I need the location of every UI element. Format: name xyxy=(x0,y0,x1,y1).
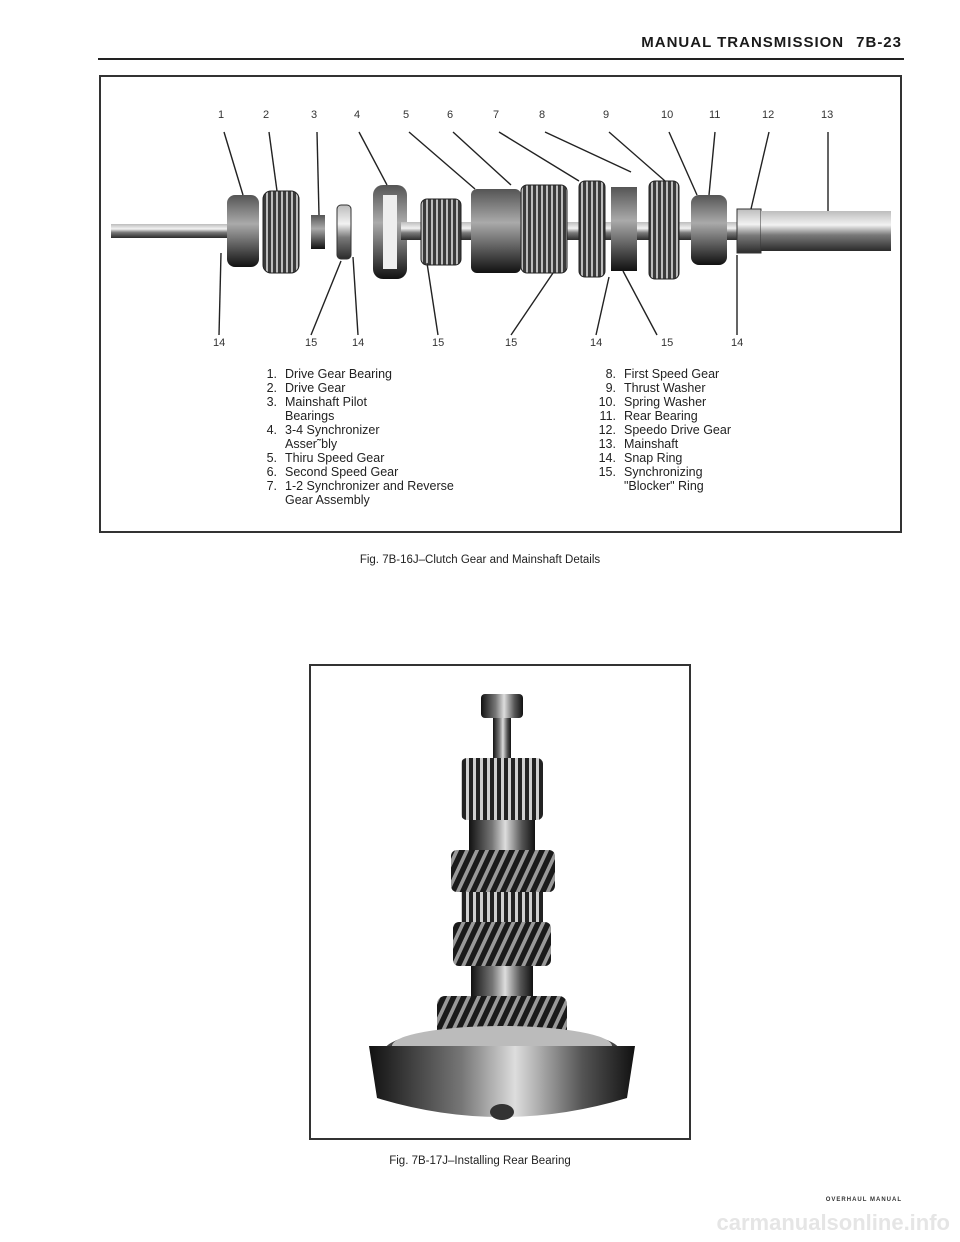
legend-item: 2. Drive Gear xyxy=(266,381,346,395)
legend-item: 10. Spring Washer xyxy=(598,395,707,409)
callout-7: 7 xyxy=(493,109,500,121)
legend-item: 4. 3-4 Synchronizer Asser˜bly xyxy=(266,423,380,451)
callout-15: 15 xyxy=(505,337,518,349)
page-header xyxy=(641,34,902,51)
rear-bearing-photo xyxy=(311,666,689,1138)
footer-label: OVERHAUL MANUAL xyxy=(825,1197,902,1203)
legend-item: 11. Rear Bearing xyxy=(599,409,698,423)
callout-6: 6 xyxy=(447,109,454,121)
watermark: carmanualsonline.info xyxy=(716,1210,950,1235)
legend-item: 13. Mainshaft xyxy=(598,437,679,451)
callout-15: 15 xyxy=(305,337,318,349)
callout-14: 14 xyxy=(213,337,226,349)
figure-rear-bearing-photo xyxy=(309,664,691,1140)
callout-10: 10 xyxy=(661,109,674,121)
legend-right xyxy=(594,367,804,493)
callout-14: 14 xyxy=(352,337,365,349)
callout-13: 13 xyxy=(821,109,834,121)
callout-14: 14 xyxy=(731,337,744,349)
legend-item: 9. Thrust Washer xyxy=(605,381,706,395)
callout-9: 9 xyxy=(603,109,610,121)
callout-15: 15 xyxy=(432,337,445,349)
figure2-caption: Fig. 7B-17J–Installing Rear Bearing xyxy=(389,1155,571,1167)
legend-item: 7. 1-2 Synchronizer and Reverse Gear Assembly xyxy=(266,479,454,507)
figure-mainshaft-exploded xyxy=(99,75,902,533)
callout-15: 15 xyxy=(661,337,674,349)
legend-item: 8. First Speed Gear xyxy=(605,367,720,381)
callout-5: 5 xyxy=(403,109,410,121)
callout-1: 1 xyxy=(218,109,225,121)
callout-12: 12 xyxy=(762,109,775,121)
callout-2: 2 xyxy=(263,109,270,121)
legend-item: 5. Thiru Speed Gear xyxy=(266,451,385,465)
legend-item: 15. Synchronizing "Blocker" Ring xyxy=(598,465,704,493)
legend-item: 1. Drive Gear Bearing xyxy=(266,367,392,381)
callout-3: 3 xyxy=(311,109,318,121)
legend-item: 14. Snap Ring xyxy=(598,451,683,465)
callout-11: 11 xyxy=(709,109,721,121)
legend-left xyxy=(255,367,465,507)
callout-4: 4 xyxy=(354,109,361,121)
legend-item: 12. Speedo Drive Gear xyxy=(598,423,732,437)
figure1-caption: Fig. 7B-16J–Clutch Gear and Mainshaft Details xyxy=(359,554,601,566)
header-title: MANUAL TRANSMISSION xyxy=(641,34,845,51)
legend-item: 6. Second Speed Gear xyxy=(266,465,399,479)
callout-14: 14 xyxy=(590,337,603,349)
section-number: 7B-23 xyxy=(856,34,902,51)
header-rule xyxy=(98,58,904,60)
legend-item: 3. Mainshaft Pilot Bearings xyxy=(266,395,367,423)
callout-8: 8 xyxy=(539,109,546,121)
